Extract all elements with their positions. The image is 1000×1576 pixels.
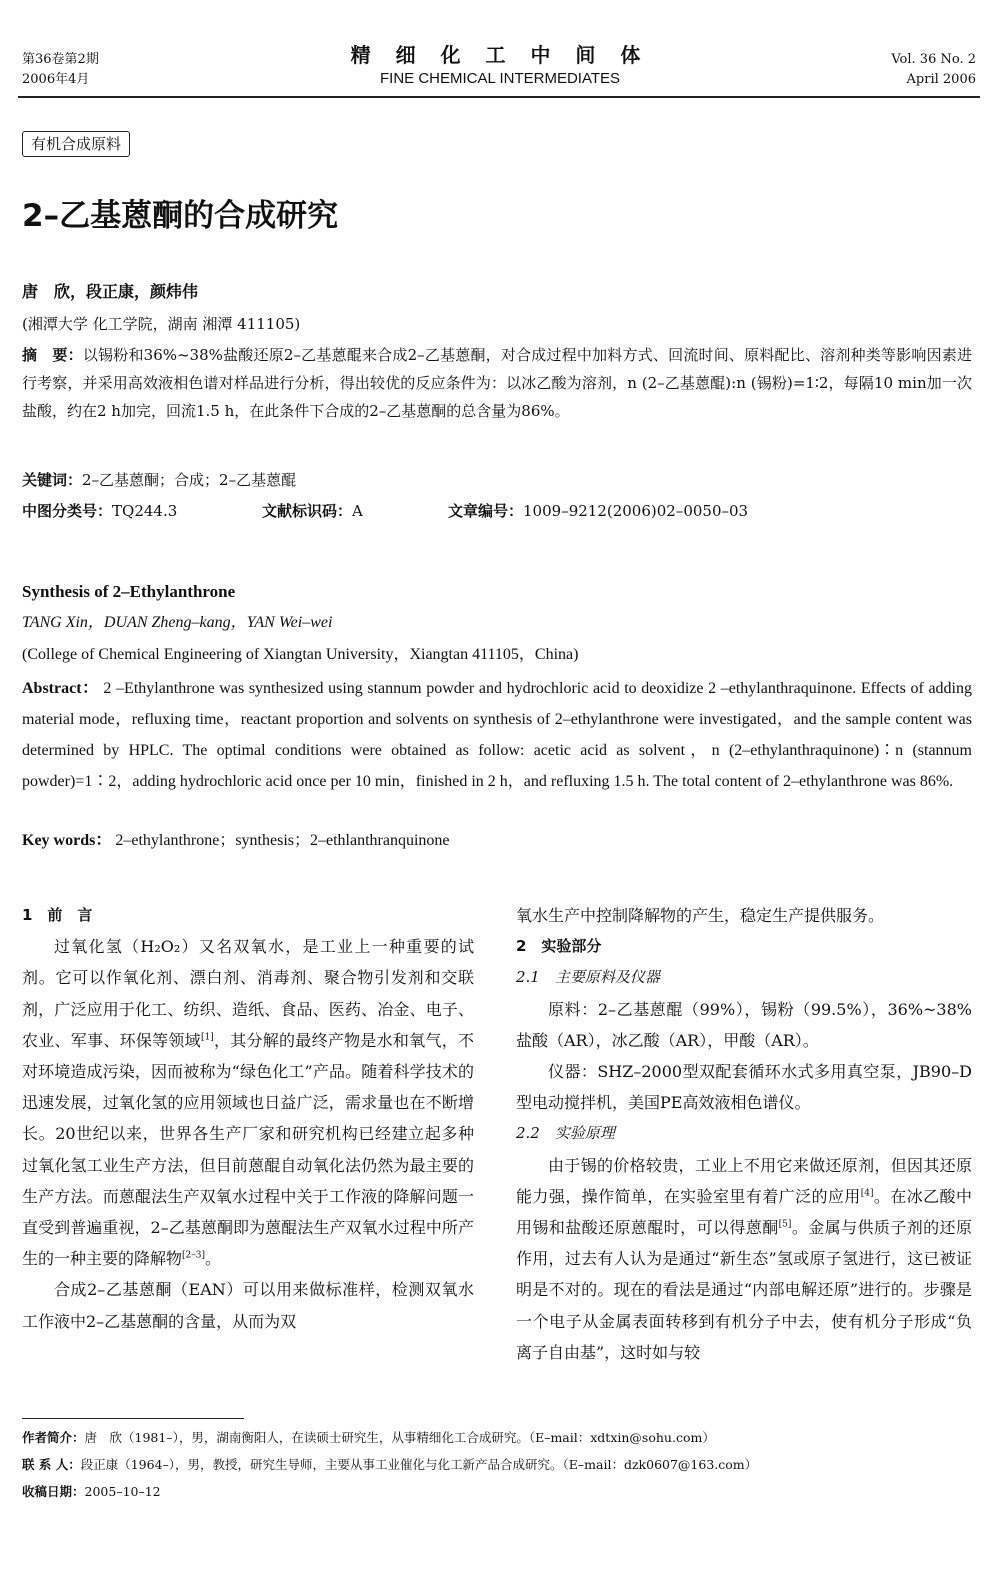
classification-row xyxy=(22,499,972,523)
keywords-en xyxy=(22,829,450,853)
section-2-1-heading: 2.1 主要原料及仪器 xyxy=(516,968,660,987)
citation: [5] xyxy=(778,1219,792,1230)
clc-value: TQ244.3 xyxy=(112,502,178,520)
authors-en: TANG Xin，DUAN Zheng–kang，YAN Wei–wei xyxy=(22,614,333,631)
footnote-received-text: 2005–10–12 xyxy=(84,1484,161,1499)
footnotes xyxy=(22,1424,757,1505)
section-1-paragraph-2-continued: 氧水生产中控制降解物的产生，稳定生产提供服务。 xyxy=(516,906,885,925)
paragraph-text: 。在冰乙酸中用锡和盐酸还原蒽醌时，可以得蒽酮 xyxy=(516,1186,972,1238)
paragraph-text: ，其分解的最终产物是水和氧气，不对环境造成污染，因而被称为“绿色化工”产品。随着科学技术的迅速发展，过氧化氢的应用领域也日益广泛，需求量也在不断增长。20世纪以来，世界各生产厂家和研究机构已经建立起多种过氧化氢工业生产方法，但目前蒽醌自动氧化法仍然为最主要的生产方法。而蒽醌法生产双氧水过程中关于工作液的降解问题一直受到普遍重视，2–乙基蒽酮即为蒽醌法生产双氧水过程中所产生的一种主要的降解物 xyxy=(22,1030,474,1269)
abstract-cn xyxy=(22,341,972,425)
principle-paragraph xyxy=(516,1150,972,1368)
section-1-heading: 1 前 言 xyxy=(22,906,93,924)
abstract-en-label: Abstract： xyxy=(22,680,99,697)
header-left xyxy=(22,50,99,90)
affiliation-en: (College of Chemical Engineering of Xiangtan University，Xiangtan 411105，China) xyxy=(22,646,579,663)
footnote-received-label: 收稿日期： xyxy=(22,1484,85,1499)
footnote-author-text: 唐 欣（1981–），男，湖南衡阳人，在读硕士研究生，从事精细化工合成研究。（E–mail：xdtxin@sohu.com） xyxy=(84,1430,715,1445)
clc-label: 中图分类号： xyxy=(22,502,113,520)
footnote-author-label: 作者简介： xyxy=(22,1430,85,1445)
section-1-paragraph-1 xyxy=(22,931,474,1274)
abstract-en-text: 2 –Ethylanthrone was synthesized using stannum powder and hydrochloric acid to deoxidize 2 –ethylanthraquinone. Effects of adding material mode，refluxing time，reactant proportion and solvents on synthesis of 2–ethylanthrone were investigated，and the sample content was determined by HPLC. The optimal conditions were obtained as follow: acetic acid as solvent，n (2–ethylanthraquinone)∶n (stannum powder)=1∶2，adding hydrochloric acid once per 10 min，finished in 2 h，and refluxing 1.5 h. The total content of 2–ethylanthrone was 86%. xyxy=(22,680,973,790)
paper-title-cn: 2–乙基蒽酮的合成研究 xyxy=(22,198,339,234)
doc-value: A xyxy=(352,502,363,520)
footnote-received xyxy=(22,1478,757,1505)
paragraph-text: 。 xyxy=(205,1249,222,1269)
footnote-author xyxy=(22,1424,757,1451)
abstract-cn-label: 摘 要： xyxy=(22,346,83,364)
abstract-cn-text: 以锡粉和36%~38%盐酸还原2–乙基蒽醌来合成2–乙基蒽酮，对合成过程中加料方式、回流时间、原料配比、溶剂种类等影响因素进行考察，并采用高效液相色谱对样品进行分析，得出较优的反应条件为：以冰乙酸为溶剂，n (2–乙基蒽醌):n (锡粉)=1∶2，每隔10 min加一次盐酸，约在2 h加完，回流1.5 h，在此条件下合成的2–乙基蒽酮的总含量为86%。 xyxy=(22,346,972,420)
affiliation-cn: (湘潭大学 化工学院，湖南 湘潭 411105) xyxy=(22,315,301,333)
journal-title-en: FINE CHEMICAL INTERMEDIATES xyxy=(379,70,621,87)
footnote-contact xyxy=(22,1451,757,1478)
body-left-column xyxy=(22,900,474,1337)
keywords-en-text: 2–ethylanthrone；synthesis；2–ethlanthranquinone xyxy=(115,832,450,849)
citation: [2–3] xyxy=(182,1250,205,1261)
section-2-heading: 2 实验部分 xyxy=(516,937,602,956)
keywords-cn xyxy=(22,468,296,492)
date-cn: 2006年4月 xyxy=(22,72,90,87)
instruments-paragraph: 仪器：SHZ–2000型双配套循环水式多用真空泵，JB90–D型电动搅拌机，美国PE高效液相色谱仪。 xyxy=(516,1062,972,1113)
materials-paragraph: 原料：2–乙基蒽醌（99%），锡粉（99.5%），36%~38%盐酸（AR），冰乙酸（AR），甲酸（AR）。 xyxy=(516,999,972,1050)
keywords-cn-label: 关键词： xyxy=(22,471,83,489)
journal-title-cn: 精 细 化 工 中 间 体 xyxy=(350,43,650,67)
doc-code xyxy=(262,499,448,523)
keywords-en-label: Key words： xyxy=(22,832,112,849)
article-number xyxy=(448,499,748,523)
authors-cn: 唐 欣，段正康，颜炜伟 xyxy=(22,282,199,301)
keywords-cn-text: 2–乙基蒽酮；合成；2–乙基蒽醌 xyxy=(82,471,297,489)
section-1-paragraph-2: 合成2–乙基蒽酮（EAN）可以用来做标准样，检测双氧水工作液中2–乙基蒽酮的含量，从而为双 xyxy=(22,1280,474,1331)
paper-title-en: Synthesis of 2–Ethylanthrone xyxy=(22,582,236,601)
section-2-2-heading: 2.2 实验原理 xyxy=(516,1124,615,1143)
paragraph-text: 由于锡的价格较贵，工业上不用它来做还原剂，但因其还原能力强，操作简单，在实验室里有着广泛的应用 xyxy=(516,1155,972,1206)
body-right-column xyxy=(516,900,972,1368)
doc-label: 文献标识码： xyxy=(262,502,353,520)
volume-issue-cn: 第36卷第2期 xyxy=(22,52,99,67)
footnote-contact-text: 段正康（1964–），男，教授，研究生导师，主要从事工业催化与化工新产品合成研究。（E–mail：dzk0607@163.com） xyxy=(80,1457,758,1472)
paragraph-text: 过氧化氢（H₂O₂）又名双氧水，是工业上一种重要的试剂。它可以作氧化剂、漂白剂、消毒剂、聚合物引发剂和交联剂，广泛应用于化工、纺织、造纸、食品、医药、冶金、电子、农业、军事、环保等领域 xyxy=(22,937,474,1050)
footnote-contact-label: 联 系 人： xyxy=(22,1457,81,1472)
date-en: April 2006 xyxy=(906,72,976,87)
footnote-rule xyxy=(22,1418,244,1419)
volume-issue-en: Vol. 36 No. 2 xyxy=(891,52,976,67)
header-right xyxy=(891,50,976,90)
citation: [1] xyxy=(200,1032,214,1043)
abstract-en xyxy=(22,673,972,797)
clc-code xyxy=(22,499,262,523)
citation: [4] xyxy=(860,1188,874,1199)
column-tag: 有机合成原料 xyxy=(22,131,130,157)
article-value: 1009–9212(2006)02–0050–03 xyxy=(523,502,749,520)
journal-title xyxy=(300,42,700,90)
paragraph-text: 。金属与供质子剂的还原作用，过去有人认为是通过“新生态”氢或原子氢进行，这已被证明是不对的。现在的看法是通过“内部电解还原”进行的。步骤是一个电子从金属表面转移到有机分子中去，使有机分子形成“负离子自由基”，这时如与较 xyxy=(516,1218,972,1362)
article-label: 文章编号： xyxy=(448,502,524,520)
header-rule xyxy=(18,96,980,98)
